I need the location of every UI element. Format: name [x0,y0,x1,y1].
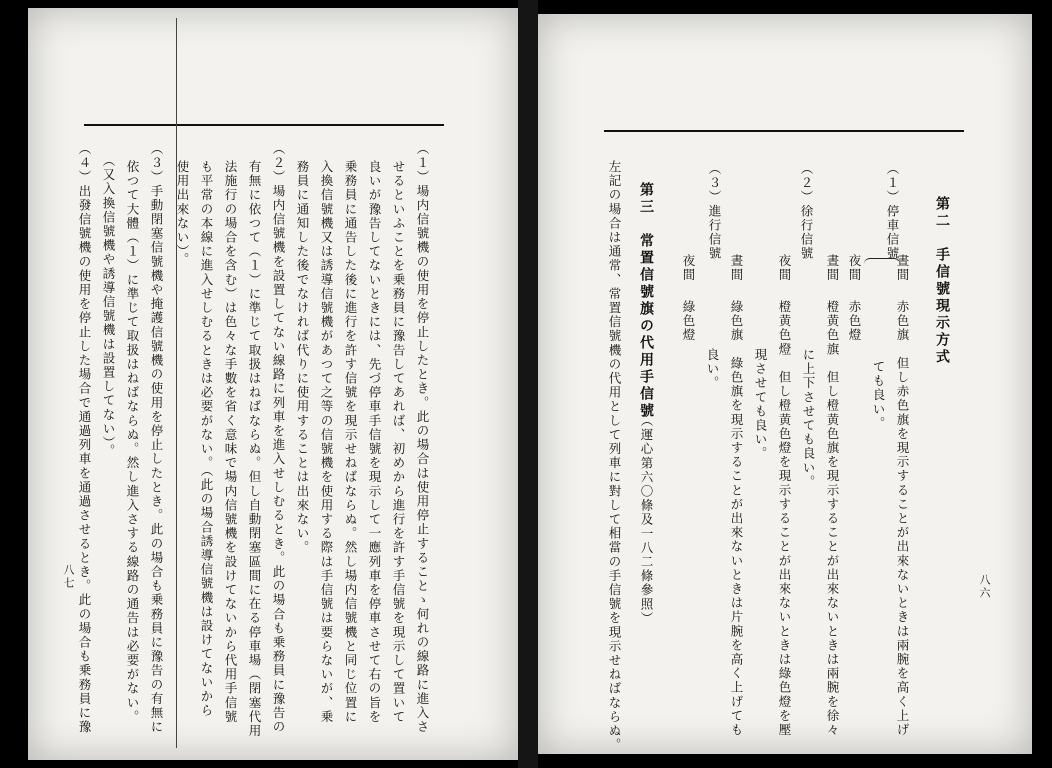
night-label: 夜間 [847,254,862,283]
top-rule [84,124,444,126]
paragraph-line: 法施行の場合を含む）は色々な手數を省く意味で場内信號機を設けてないから代用手信號 [223,160,238,724]
paragraph-line: 乗務員に通告した後に進行を許す信號を現示せねばならぬ。然し場内信號機と同じ位置に [343,160,358,724]
column-guide-line [176,18,177,748]
night-text: 橙黄色燈 但し橙黄色燈を現示することが出來ないときは綠色燈を壓 [777,300,792,738]
paragraph-line: （２）場内信號機を設置してない線路に列車を進入せしむるとき。此の場合も乗務員に豫告の [271,142,286,735]
top-rule [604,130,964,132]
day-text: 橙黄色旗 但し橙黄色旗を現示することが出來ないときは兩腕を徐々 [825,300,840,738]
paragraph-line: 依つて大體（１）に準じて取扱はねばならぬ。然し進入さする線路の通告は必要がない。 [125,160,140,724]
night-label: 夜間 [681,254,696,283]
day-text-cont: に上下させても良い。 [801,348,816,489]
paragraph-line: 入換信號機又は誘導信號機があつて之等の信號機を使用する際は手信號は要らないが、乗 [319,160,334,724]
paragraph-line: 良いが豫告してないときには、先づ停車手信號を現示して一應列車を停車させて右の旨を [367,160,382,724]
day-label: 晝間 [895,254,910,283]
paragraph-line: 有無に依つて（１）に準じて取扱はねばならぬ。但し自動閉塞區間に在る停車場（閉塞代用 [247,160,262,739]
day-label: 晝間 [825,254,840,283]
paragraph-line: せるといふことを乗務員に豫告してあれば、初めから進行を許す手信號を現示して置いて [391,160,406,724]
page-number: 八六 [978,574,991,600]
night-text-cont: 現させても良い。 [753,348,768,461]
day-text: 綠色旗 綠色旗を現示することが出來ないときは片腕を高く上げても [729,300,744,738]
section-title: 第二 手信號現示方式 [934,196,950,366]
night-text: 綠色燈 [681,300,696,343]
day-label: 晝間 [729,254,744,283]
section3-title: 第三 常置信號旗の代用手信號 [638,182,654,420]
section3-reference: （運心第六〇條及一八二條參照） [639,414,654,626]
paragraph-line: （又入換信號機や誘導信號機は設置してない）。 [101,154,116,458]
night-label: 夜間 [777,254,792,283]
night-text: 赤色燈 [847,300,862,343]
left-page [28,8,518,760]
paragraph-line: も平常の本線に進入せしむるときは必要がない。（此の場合誘導信號機は設けてないから [199,160,214,718]
day-text: 赤色旗 但し赤色旗を現示することが出來ないときは兩腕を高く上げ [895,300,910,738]
page-number: 八七 [62,564,75,590]
paragraph-line: （３）手動閉塞信號機や掩護信號機の使用を停止したとき。此の場合も乗務員に豫告の有無に [149,142,164,735]
book-spine [518,0,538,768]
paragraph-line: （４）出發信號機の使用を停止した場合で通過列車を通過させるとき。此の場合も乗務員に豫 [77,142,92,735]
signal-label-stop: （１）停車信號 [885,162,900,261]
day-text-cont: ても良い。 [871,360,886,431]
closing-paragraph: 左記の場合は通常、常置信號機の代用として列車に對して相當の手信號を現示せねばならぬ。 [607,160,622,753]
paragraph-line: （１）場内信號機の使用を停止したとき。此の場合は使用停止することゝ何れの線路に進入さ [415,142,430,735]
paragraph-line: 使用出來ない）。 [175,160,190,267]
day-text-cont: 良い。 [705,348,720,391]
right-page [538,14,1032,754]
signal-label-slow: （２）徐行信號 [799,162,814,261]
paragraph-line: 務員に通知した後でなければ代りに使用することは出來ない。 [295,160,310,555]
signal-label-proceed: （３）進行信號 [707,162,722,261]
